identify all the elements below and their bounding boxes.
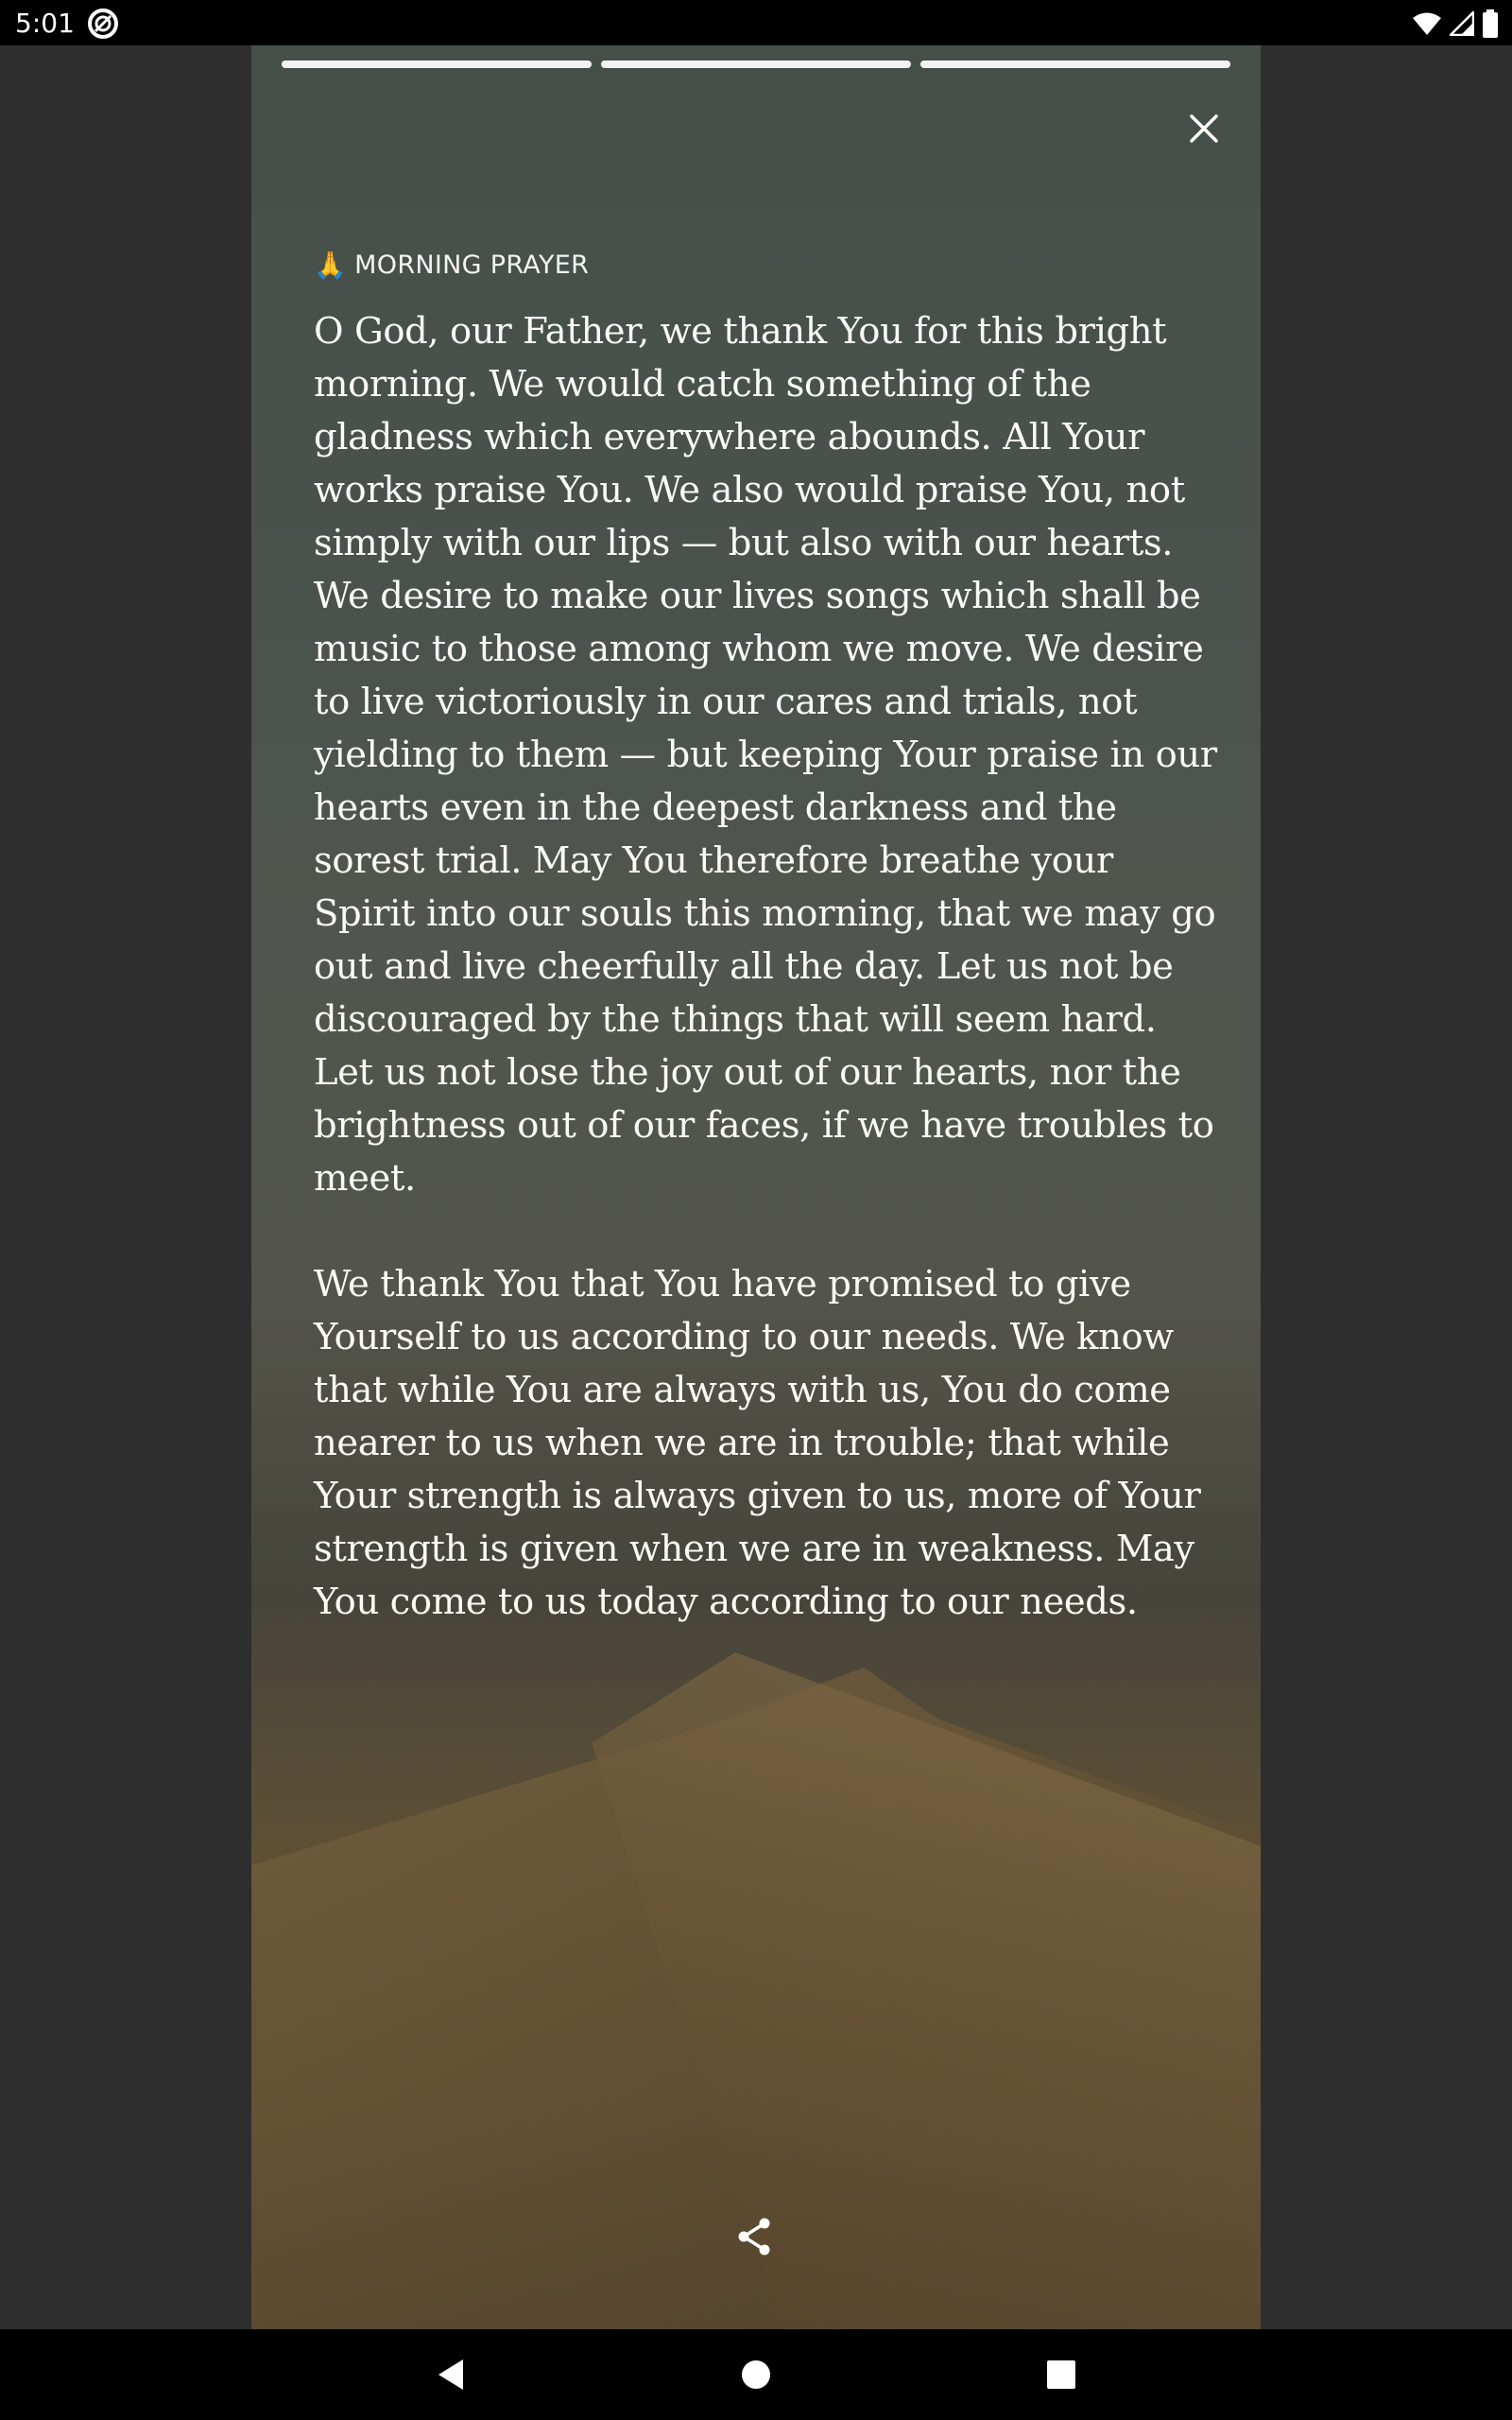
close-icon: [1189, 113, 1219, 144]
prayer-paragraph: We thank You that You have promised to give Yourself to us according to our needs. We know that while You are always with us, You do come nearer to us when we are in trouble; that while Your strength is always given to us, more of Your strength is given when we are in weakness. May You come to us today according to our needs.: [314, 1263, 1201, 1623]
battery-icon: [1482, 9, 1499, 38]
prayer-text: [314, 305, 1221, 1682]
circle-slash-icon: [87, 8, 119, 40]
share-button[interactable]: [728, 2210, 781, 2263]
progress-segment: [601, 60, 911, 68]
back-icon[interactable]: [431, 2354, 472, 2395]
home-icon[interactable]: [735, 2354, 777, 2395]
praying-hands-icon: 🙏: [314, 250, 348, 281]
category-text: MORNING PRAYER: [354, 251, 590, 280]
system-icons: [1412, 9, 1499, 38]
prayer-paragraph: O God, our Father, we thank You for this bright morning. We would catch something of the gladness which everywhere abounds. All Your works praise You. We also would praise You, not simply with our lips — but also with our hearts. We desire to make our lives songs which shall be music to those among whom we move. We desire to live victoriously in our cares and trials, not yielding to them — but keeping Your praise in our hearts even in the deepest darkness and the sorest trial. May You therefore breathe your Spirit into our souls this morning, that we may go out and live cheerfully all the day. Let us not be discouraged by the things that will seem hard. Let us not lose the joy out of our hearts, nor the brightness out of our faces, if we have troubles to meet.: [314, 310, 1217, 1200]
status-time: 5:01: [15, 8, 75, 39]
progress-fill: [601, 60, 911, 68]
cell-signal-icon: [1450, 11, 1474, 36]
story-panel[interactable]: [251, 45, 1261, 2329]
wifi-icon: [1412, 11, 1442, 36]
navigation-bar: [0, 2329, 1512, 2420]
close-button[interactable]: [1177, 102, 1230, 155]
story-category-label: [314, 250, 589, 281]
progress-fill: [282, 60, 592, 68]
status-bar: [0, 0, 1512, 45]
recents-icon[interactable]: [1040, 2354, 1082, 2395]
progress-segment: [282, 60, 592, 68]
progress-segment: [920, 60, 1230, 68]
progress-fill: [920, 60, 1230, 68]
story-progress: [282, 60, 1230, 70]
share-icon: [735, 2217, 773, 2256]
